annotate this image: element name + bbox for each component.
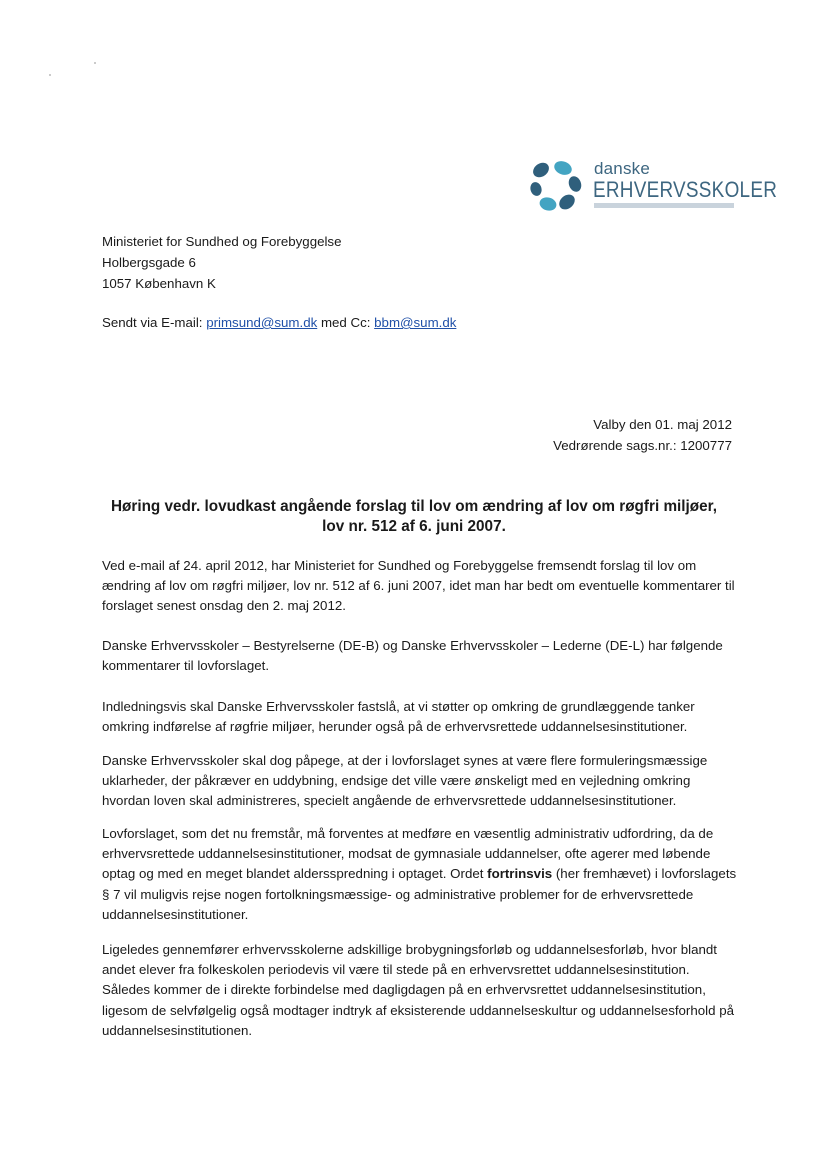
- paragraph-6: [102, 940, 738, 1041]
- paragraph-3: [102, 697, 738, 737]
- case-number: Vedrørende sags.nr.: 1200777: [553, 438, 732, 453]
- heading-line-2: lov nr. 512 af 6. juni 2007.: [322, 518, 506, 535]
- email-link-cc[interactable]: bbm@sum.dk: [374, 315, 457, 330]
- scan-speck: [49, 74, 51, 76]
- emphasized-word: fortrinsvis: [487, 866, 553, 882]
- recipient-name: Ministeriet for Sundhed og Forebyggelse: [102, 234, 342, 249]
- recipient-city: 1057 København K: [102, 276, 216, 291]
- letter-heading: [90, 497, 738, 537]
- logo-underline-bar: [594, 203, 734, 208]
- paragraph-5: [102, 824, 738, 925]
- paragraph-text: Danske Erhvervsskoler – Bestyrelserne (DE-B) og Danske Erhvervsskoler – Lederne (DE-L) har følgende kommentarer til lovforslaget.: [102, 638, 723, 674]
- sent-via-line: [102, 313, 456, 333]
- email-link-primary[interactable]: primsund@sum.dk: [206, 315, 318, 330]
- logo-text-large: ERHVERVSSKOLER: [593, 177, 778, 202]
- paragraph-4: [102, 751, 738, 812]
- scan-speck: [94, 62, 96, 64]
- recipient-address: [102, 232, 341, 295]
- flower-logo-icon: [528, 158, 584, 214]
- organization-logo: [528, 158, 778, 214]
- paragraph-5-part-2: (her fremhævet) i lovforslagets § 7 vil muligvis rejse nogen fortolkningsmæssige- og administrative problemer for de erhvervsrettede uddannelsesinstitutioner.: [102, 866, 737, 922]
- paragraph-5-part-1: Lovforslaget, som det nu fremstår, må forventes at medføre en væsentlig administrativ udfordring, da de erhvervsrettede uddannelsesinstitutioner, modsat de gymnasiale uddannelser, ofte agerer med løbende optag og med en meget blandet aldersspredning i optaget. Ordet: [102, 826, 714, 882]
- paragraph-text: [102, 824, 738, 925]
- letter-date: Valby den 01. maj 2012: [593, 417, 732, 432]
- recipient-street: Holbergsgade 6: [102, 255, 196, 270]
- paragraph-text: Ved e-mail af 24. april 2012, har Ministeriet for Sundhed og Forebyggelse fremsendt forslag til lov om ændring af lov om røgfri miljøer, lov nr. 512 af 6. juni 2007, idet man har bedt om eventuelle kommentarer til forslaget senest onsdag den 2. maj 2012.: [102, 558, 735, 614]
- cc-label: med Cc:: [317, 315, 375, 330]
- logo-text-small: danske: [594, 159, 651, 178]
- paragraph-2: [102, 636, 738, 676]
- heading-line-1: Høring vedr. lovudkast angående forslag til lov om ændring af lov om røgfri miljøer,: [110, 498, 718, 515]
- paragraph-text: Indledningsvis skal Danske Erhvervsskoler fastslå, at vi støtter op omkring de grundlæggende tanker omkring indførelse af røgfrie miljøer, herunder også på de erhvervsrettede uddannelsesinstitutioner.: [102, 699, 695, 735]
- letter-meta: [553, 415, 732, 457]
- sent-prefix: Sendt via E-mail:: [102, 315, 207, 330]
- paragraph-text: Danske Erhvervsskoler skal dog påpege, at der i lovforslaget synes at være flere formuleringsmæssige uklarheder, der påkræver en uddybning, endsige det ville være ønskeligt med en vejledning omkring hvordan loven skal administreres, specielt angående de erhvervsrettede uddannelsesinstitutioner.: [102, 753, 708, 809]
- paragraph-text: Ligeledes gennemfører erhvervsskolerne adskillige brobygningsforløb og uddannelsesforløb, hvor blandt andet elever fra folkeskolen periodevis vil være til stede på en erhvervsrettet uddannelsesinstitution. Således kommer de i direkte forbindelse med dagligdagen på en erhvervsrettet uddannelsesinstitution, ligesom de selvfølgelig også modtager indtryk af eksisterende uddannelseskultur og uddannelsesforhold på uddannelsesinstitutionen.: [102, 942, 734, 1038]
- paragraph-1: [102, 556, 738, 617]
